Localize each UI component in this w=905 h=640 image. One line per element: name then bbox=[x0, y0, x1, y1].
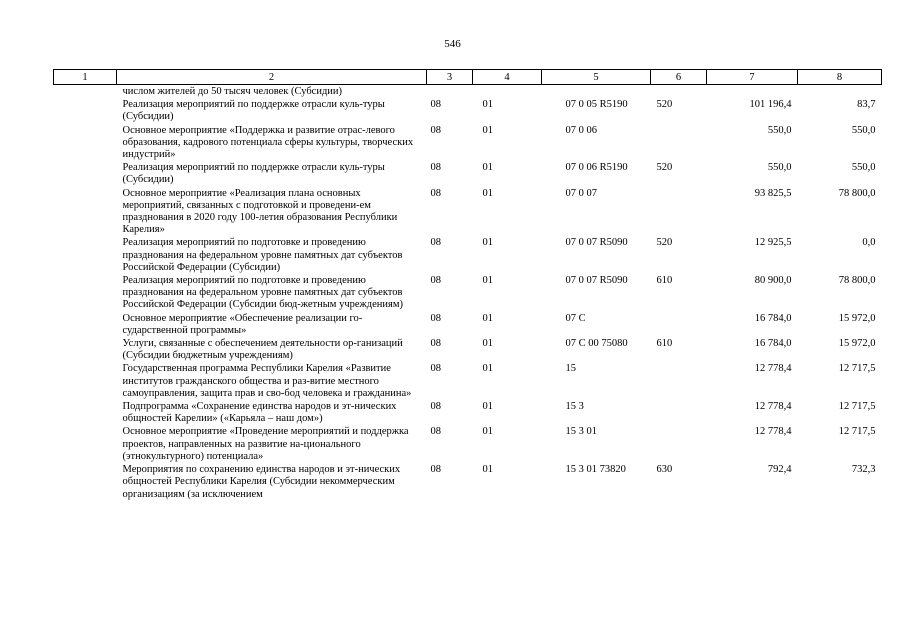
row-description: Услуги, связанные с обеспечением деятельности ор-ганизаций (Субсидии бюджетным учреждениям) bbox=[122, 338, 403, 362]
row-amount-1: 550,0 bbox=[767, 162, 792, 174]
row-amount-1: 792,4 bbox=[767, 464, 792, 476]
row-expense-type bbox=[651, 187, 707, 237]
row-subsection-code bbox=[473, 85, 542, 99]
row-amount-1: 16 784,0 bbox=[754, 312, 792, 324]
row-description: Основное мероприятие «Обеспечение реализации го-сударственной программы» bbox=[122, 312, 363, 336]
table-body bbox=[54, 85, 882, 501]
row-subsection-code: 01 bbox=[482, 187, 493, 199]
table-row bbox=[54, 236, 882, 274]
row-subsection-code: 01 bbox=[482, 363, 493, 375]
table-row bbox=[54, 161, 882, 186]
table-row bbox=[54, 124, 882, 162]
table-row bbox=[54, 98, 882, 123]
row-section-code: 08 bbox=[430, 338, 441, 350]
row-section-code: 08 bbox=[430, 401, 441, 413]
row-description: числом жителей до 50 тысяч человек (Субсидии) bbox=[122, 86, 343, 97]
table-row bbox=[54, 337, 882, 362]
row-amount-2 bbox=[798, 85, 882, 99]
row-amount-2: 550,0 bbox=[851, 124, 876, 136]
row-amount-1: 12 778,4 bbox=[754, 426, 792, 438]
row-index-cell bbox=[54, 98, 117, 123]
row-target-code: 07 0 06 bbox=[565, 124, 597, 136]
row-subsection-code: 01 bbox=[482, 275, 493, 287]
row-amount-2: 15 972,0 bbox=[838, 312, 876, 324]
column-header: 1 bbox=[54, 70, 117, 85]
row-expense-type: 610 bbox=[656, 338, 673, 350]
row-amount-2: 78 800,0 bbox=[838, 187, 876, 199]
row-description: Мероприятия по сохранению единства народов и эт-нических общностей Республики Карелия (Субсидии некоммерческим организациям (за исключением bbox=[122, 464, 401, 500]
row-target-code: 07 0 05 R5190 bbox=[565, 99, 628, 111]
table-row bbox=[54, 400, 882, 425]
row-amount-2: 0,0 bbox=[862, 237, 876, 249]
row-index-cell bbox=[54, 362, 117, 400]
row-target-code: 07 С 00 75080 bbox=[565, 338, 628, 350]
row-section-code: 08 bbox=[430, 426, 441, 438]
row-description: Основное мероприятие «Реализация плана основных мероприятий, связанных с подготовкой и проведени-ем празднования в 2020 году 100-летия образования Республики Карелия» bbox=[122, 187, 398, 236]
row-subsection-code: 01 bbox=[482, 312, 493, 324]
column-header: 8 bbox=[798, 70, 882, 85]
row-amount-1: 80 900,0 bbox=[754, 275, 792, 287]
row-subsection-code: 01 bbox=[482, 237, 493, 249]
row-expense-type bbox=[651, 400, 707, 425]
row-index-cell bbox=[54, 337, 117, 362]
column-header: 6 bbox=[651, 70, 707, 85]
row-description: Реализация мероприятий по поддержке отрасли куль-туры (Субсидии) bbox=[122, 162, 385, 186]
row-section-code: 08 bbox=[430, 275, 441, 287]
table-row bbox=[54, 362, 882, 400]
table-header bbox=[54, 70, 882, 85]
row-target-code: 07 0 07 bbox=[565, 187, 597, 199]
row-expense-type bbox=[651, 362, 707, 400]
row-subsection-code: 01 bbox=[482, 338, 493, 350]
row-section-code bbox=[427, 85, 473, 99]
row-description: Основное мероприятие «Поддержка и развитие отрас-левого образования, кадрового потенциала сферы культуры, творческих индустрий» bbox=[122, 124, 414, 161]
row-amount-1: 12 778,4 bbox=[754, 401, 792, 413]
row-index-cell bbox=[54, 312, 117, 337]
row-index-cell bbox=[54, 463, 117, 501]
row-description: Реализация мероприятий по поддержке отрасли куль-туры (Субсидии) bbox=[122, 99, 385, 123]
row-description: Реализация мероприятий по подготовке и проведению празднования на федеральном уровне памятных дат субъектов Российской Федерации (Субсидии) bbox=[122, 237, 403, 273]
row-expense-type bbox=[651, 312, 707, 337]
table-row bbox=[54, 463, 882, 501]
row-description: Реализация мероприятий по подготовке и проведению празднования на федеральном уровне памятных дат субъектов Российской Федерации (Субсидии бюд-жетным учреждениям) bbox=[122, 275, 403, 311]
row-amount-1: 12 778,4 bbox=[754, 363, 792, 375]
row-index-cell bbox=[54, 85, 117, 99]
table-row bbox=[54, 425, 882, 463]
row-expense-type: 520 bbox=[656, 162, 673, 174]
row-amount-1: 12 925,5 bbox=[754, 237, 792, 249]
column-header: 7 bbox=[707, 70, 798, 85]
row-subsection-code: 01 bbox=[482, 426, 493, 438]
row-amount-1: 16 784,0 bbox=[754, 338, 792, 350]
budget-table bbox=[53, 69, 882, 501]
row-amount-2: 83,7 bbox=[857, 99, 876, 111]
column-header: 2 bbox=[117, 70, 427, 85]
row-target-code: 15 3 01 bbox=[565, 426, 597, 438]
row-description: Государственная программа Республики Карелия «Развитие институтов гражданского общества и раз-витие местного самоуправления, защита прав и сво-бод человека и гражданина» bbox=[122, 363, 412, 399]
row-expense-type bbox=[651, 124, 707, 162]
row-target-code bbox=[542, 85, 651, 99]
row-expense-type: 520 bbox=[656, 237, 673, 249]
row-index-cell bbox=[54, 274, 117, 312]
row-subsection-code: 01 bbox=[482, 401, 493, 413]
row-description: Подпрограмма «Сохранение единства народов и эт-нических общностей Карелии» («Карьяла – наш дом») bbox=[122, 401, 397, 425]
row-target-code: 07 0 07 R5090 bbox=[565, 275, 628, 287]
row-expense-type: 520 bbox=[656, 99, 673, 111]
row-section-code: 08 bbox=[430, 363, 441, 375]
row-amount-2: 12 717,5 bbox=[838, 401, 876, 413]
row-index-cell bbox=[54, 187, 117, 237]
row-target-code: 15 bbox=[565, 363, 576, 375]
row-amount-1 bbox=[707, 85, 798, 99]
row-section-code: 08 bbox=[430, 237, 441, 249]
row-amount-2: 12 717,5 bbox=[838, 426, 876, 438]
row-index-cell bbox=[54, 425, 117, 463]
row-index-cell bbox=[54, 236, 117, 274]
table-row bbox=[54, 274, 882, 312]
row-amount-2: 550,0 bbox=[851, 162, 876, 174]
row-subsection-code: 01 bbox=[482, 124, 493, 136]
row-amount-2: 12 717,5 bbox=[838, 363, 876, 375]
row-index-cell bbox=[54, 124, 117, 162]
row-amount-2: 732,3 bbox=[851, 464, 876, 476]
row-target-code: 15 3 01 73820 bbox=[565, 464, 626, 476]
column-header: 4 bbox=[473, 70, 542, 85]
row-amount-2: 78 800,0 bbox=[838, 275, 876, 287]
row-expense-type bbox=[651, 425, 707, 463]
row-target-code: 15 3 bbox=[565, 401, 584, 413]
row-amount-1: 93 825,5 bbox=[754, 187, 792, 199]
row-section-code: 08 bbox=[430, 162, 441, 174]
row-index-cell bbox=[54, 161, 117, 186]
row-target-code: 07 0 07 R5090 bbox=[565, 237, 628, 249]
row-subsection-code: 01 bbox=[482, 162, 493, 174]
column-header: 3 bbox=[427, 70, 473, 85]
row-section-code: 08 bbox=[430, 187, 441, 199]
row-expense-type bbox=[651, 85, 707, 99]
row-amount-1: 550,0 bbox=[767, 124, 792, 136]
row-subsection-code: 01 bbox=[482, 464, 493, 476]
row-expense-type: 610 bbox=[656, 275, 673, 287]
row-section-code: 08 bbox=[430, 464, 441, 476]
row-expense-type: 630 bbox=[656, 464, 673, 476]
table-row bbox=[54, 85, 882, 99]
row-amount-2: 15 972,0 bbox=[838, 338, 876, 350]
table-row bbox=[54, 312, 882, 337]
row-subsection-code: 01 bbox=[482, 99, 493, 111]
row-section-code: 08 bbox=[430, 312, 441, 324]
row-section-code: 08 bbox=[430, 124, 441, 136]
row-description: Основное мероприятие «Проведение мероприятий и поддержка проектов, направленных на развитие на-ционального (этнокультурного) потенциала» bbox=[122, 426, 409, 462]
table-row bbox=[54, 187, 882, 237]
page-number: 546 bbox=[444, 38, 461, 50]
column-header: 5 bbox=[542, 70, 651, 85]
row-index-cell bbox=[54, 400, 117, 425]
row-target-code: 07 0 06 R5190 bbox=[565, 162, 628, 174]
row-target-code: 07 С bbox=[565, 312, 586, 324]
row-section-code: 08 bbox=[430, 99, 441, 111]
row-amount-1: 101 196,4 bbox=[749, 99, 792, 111]
